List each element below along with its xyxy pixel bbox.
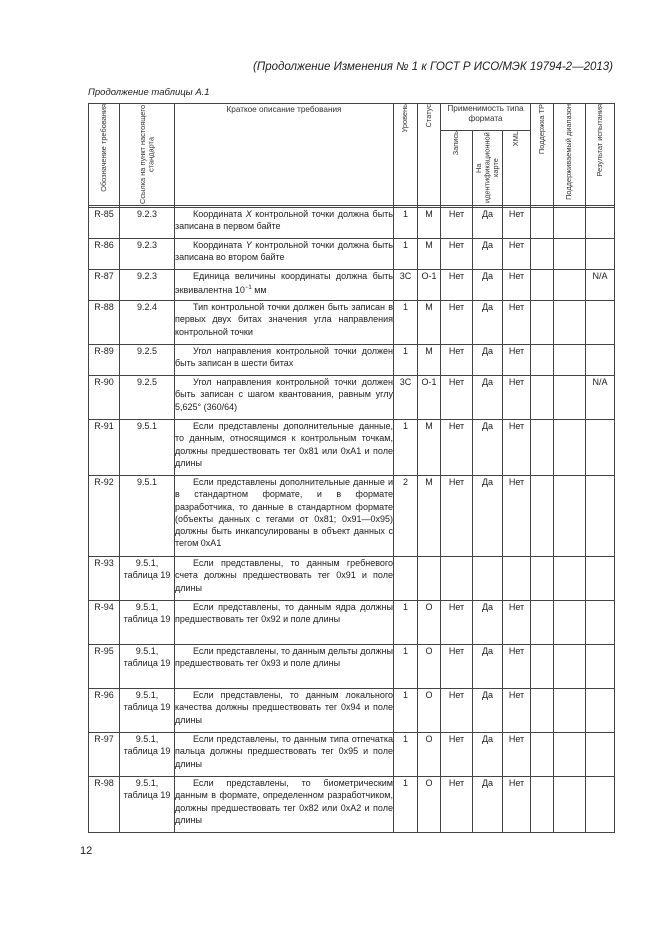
card-cell: Да (473, 208, 503, 239)
range-cell (554, 476, 586, 557)
ref-cell: 9.5.1, таблица 19 (120, 557, 175, 601)
record-cell: Нет (441, 476, 473, 557)
tp-cell (531, 239, 554, 270)
req-id-cell: R-93 (89, 557, 120, 601)
desc-text: Координата (193, 209, 246, 219)
req-id-cell: R-88 (89, 301, 120, 345)
desc-cell: Если представлены, то данным локального качества должны предшествовать тег 0x94 и поле длины (175, 689, 394, 733)
record-cell (441, 557, 473, 601)
result-cell (586, 239, 615, 270)
tp-cell (531, 345, 554, 376)
table-row (89, 777, 615, 833)
result-cell (586, 689, 615, 733)
level-cell: 2 (394, 476, 418, 557)
desc-axis: X (245, 209, 252, 219)
xml-cell: Нет (503, 645, 531, 689)
req-id-cell: R-94 (89, 601, 120, 645)
ref-cell: 9.5.1, таблица 19 (120, 733, 175, 777)
range-cell (554, 208, 586, 239)
req-id-cell: R-86 (89, 239, 120, 270)
tp-cell (531, 777, 554, 833)
result-cell (586, 208, 615, 239)
table-row (89, 601, 615, 645)
desc-text: контрольной точки должна быть записана в первом байте (175, 209, 393, 232)
card-cell: Да (473, 476, 503, 557)
card-cell: Да (473, 420, 503, 476)
xml-cell: Нет (503, 476, 531, 557)
record-cell: Нет (441, 208, 473, 239)
req-id-cell: R-92 (89, 476, 120, 557)
ref-cell: 9.5.1 (120, 476, 175, 557)
desc-cell: Если представлены, то данным ядра должны предшествовать тег 0x92 и поле длины (175, 601, 394, 645)
result-cell (586, 557, 615, 601)
card-cell: Да (473, 777, 503, 833)
table-row (89, 420, 615, 476)
card-cell: Да (473, 645, 503, 689)
desc-cell: Если представлены, то данным типа отпечатка пальца должны предшествовать тег 0x95 и поле длины (175, 733, 394, 777)
document-header: (Продолжение Изменения № 1 к ГОСТ Р ИСО/МЭК 19794-2—2013) (253, 61, 613, 73)
record-cell: Нет (441, 420, 473, 476)
req-id-cell: R-90 (89, 376, 120, 420)
tp-cell (531, 557, 554, 601)
record-cell: Нет (441, 270, 473, 301)
range-cell (554, 645, 586, 689)
range-cell (554, 557, 586, 601)
card-cell: Да (473, 733, 503, 777)
level-cell: 1 (394, 420, 418, 476)
tp-cell (531, 270, 554, 301)
desc-text: мм (251, 285, 267, 296)
desc-exponent: −1 (244, 285, 252, 292)
table-row (89, 733, 615, 777)
req-id-cell: R-96 (89, 689, 120, 733)
req-id-cell: R-87 (89, 270, 120, 301)
ref-cell: 9.2.3 (120, 270, 175, 301)
record-cell: Нет (441, 345, 473, 376)
ref-cell: 9.2.3 (120, 239, 175, 270)
level-cell: 1 (394, 345, 418, 376)
record-cell: Нет (441, 239, 473, 270)
card-cell: Да (473, 270, 503, 301)
status-cell: М (418, 345, 441, 376)
ref-cell: 9.2.3 (120, 208, 175, 239)
range-cell (554, 689, 586, 733)
result-cell: N/A (586, 376, 615, 420)
page-number: 12 (80, 845, 93, 857)
tp-cell (531, 301, 554, 345)
status-cell: О-1 (418, 270, 441, 301)
status-cell: М (418, 476, 441, 557)
level-cell: 1 (394, 733, 418, 777)
desc-axis: Y (245, 240, 252, 250)
table-row (89, 208, 615, 239)
result-cell: N/A (586, 270, 615, 301)
xml-cell (503, 557, 531, 601)
card-cell: Да (473, 601, 503, 645)
col-header-req-id: Обозначение требования (89, 104, 120, 206)
status-cell: М (418, 239, 441, 270)
tp-cell (531, 645, 554, 689)
col-header-desc: Краткое описание требования (175, 104, 394, 206)
card-cell (473, 557, 503, 601)
range-cell (554, 239, 586, 270)
col-header-level: Уровень (394, 104, 418, 206)
xml-cell: Нет (503, 376, 531, 420)
req-id-cell: R-98 (89, 777, 120, 833)
desc-cell (175, 208, 394, 239)
level-cell: 1 (394, 777, 418, 833)
result-cell (586, 301, 615, 345)
ref-cell: 9.5.1, таблица 19 (120, 777, 175, 833)
desc-cell (175, 239, 394, 270)
req-id-cell: R-97 (89, 733, 120, 777)
range-cell (554, 270, 586, 301)
req-id-cell: R-91 (89, 420, 120, 476)
tp-cell (531, 208, 554, 239)
col-header-result: Результат испытания (586, 104, 615, 206)
range-cell (554, 301, 586, 345)
req-id-cell: R-95 (89, 645, 120, 689)
xml-cell: Нет (503, 270, 531, 301)
col-header-tp: Поддержка ТР (531, 104, 554, 206)
status-cell: О (418, 601, 441, 645)
status-cell: М (418, 208, 441, 239)
table-continuation-label: Продолжение таблицы А.1 (88, 87, 210, 98)
col-header-xml: XML (503, 131, 531, 206)
table-row (89, 645, 615, 689)
record-cell: Нет (441, 376, 473, 420)
level-cell: 3С (394, 270, 418, 301)
table-row (89, 476, 615, 557)
record-cell: Нет (441, 733, 473, 777)
col-header-ref: Ссылка на пункт настоящего стандарта (120, 104, 175, 206)
col-header-status: Статус (418, 104, 441, 206)
table-row (89, 270, 615, 301)
desc-cell: Если представлены, то данным дельты должны предшествовать тег 0x93 и поле длины (175, 645, 394, 689)
level-cell: 1 (394, 301, 418, 345)
range-cell (554, 345, 586, 376)
xml-cell: Нет (503, 301, 531, 345)
desc-cell (175, 270, 394, 301)
ref-cell: 9.5.1 (120, 420, 175, 476)
xml-cell: Нет (503, 239, 531, 270)
result-cell (586, 645, 615, 689)
ref-cell: 9.2.5 (120, 376, 175, 420)
tp-cell (531, 420, 554, 476)
desc-cell: Если представлены дополнительные данные и в стандартном формате, и в формате разработчика, то данные в стандартном формате (объекты данных с тегами от 0x81; 0x91—0x95) должны быть инкапсулированы в объект данных с тегом 0xA1 (175, 476, 394, 557)
ref-cell: 9.2.5 (120, 345, 175, 376)
level-cell: 1 (394, 645, 418, 689)
xml-cell: Нет (503, 208, 531, 239)
status-cell: О (418, 689, 441, 733)
level-cell: 1 (394, 601, 418, 645)
table-row (89, 345, 615, 376)
col-header-card: На идентификационной карте (473, 131, 503, 206)
range-cell (554, 733, 586, 777)
tp-cell (531, 601, 554, 645)
tp-cell (531, 376, 554, 420)
table-row (89, 376, 615, 420)
result-cell (586, 733, 615, 777)
card-cell: Да (473, 239, 503, 270)
record-cell: Нет (441, 777, 473, 833)
card-cell: Да (473, 689, 503, 733)
desc-cell: Угол направления контрольной точки должен быть записан в шести битах (175, 345, 394, 376)
record-cell: Нет (441, 601, 473, 645)
record-cell: Нет (441, 301, 473, 345)
xml-cell: Нет (503, 777, 531, 833)
tp-cell (531, 476, 554, 557)
ref-cell: 9.5.1, таблица 19 (120, 645, 175, 689)
xml-cell: Нет (503, 420, 531, 476)
table-row (89, 557, 615, 601)
status-cell: О (418, 645, 441, 689)
desc-text: Единица величины координаты должна быть эквивалентна 10 (175, 271, 393, 296)
result-cell (586, 476, 615, 557)
status-cell: М (418, 301, 441, 345)
xml-cell: Нет (503, 689, 531, 733)
desc-cell: Тип контрольной точки должен быть записан в первых двух битах значения угла направления контрольной точки (175, 301, 394, 345)
col-header-record: Запись (441, 131, 473, 206)
desc-cell: Если представлены, то биометрическим данным в формате, определенном разработчиком, должны предшествовать тег 0x82 или 0xA2 и поле длины (175, 777, 394, 833)
ref-cell: 9.2.4 (120, 301, 175, 345)
tp-cell (531, 689, 554, 733)
range-cell (554, 376, 586, 420)
status-cell (418, 557, 441, 601)
xml-cell: Нет (503, 601, 531, 645)
table-row (89, 301, 615, 345)
status-cell: О (418, 733, 441, 777)
status-cell: М (418, 420, 441, 476)
result-cell (586, 420, 615, 476)
xml-cell: Нет (503, 733, 531, 777)
ref-cell: 9.5.1, таблица 19 (120, 601, 175, 645)
range-cell (554, 777, 586, 833)
col-header-range: Поддерживаемый диапазон (554, 104, 586, 206)
desc-text: Координата (193, 240, 246, 250)
req-id-cell: R-89 (89, 345, 120, 376)
desc-cell: Угол направления контрольной точки должен быть записан с шагом квантования, равным углу 5,625° (360/64) (175, 376, 394, 420)
card-cell: Да (473, 345, 503, 376)
desc-text: контрольной точки должна быть записана во втором байте (175, 240, 393, 263)
status-cell: О-1 (418, 376, 441, 420)
table-row (89, 239, 615, 270)
range-cell (554, 420, 586, 476)
tp-cell (531, 733, 554, 777)
requirements-table (88, 103, 615, 833)
level-cell: 3С (394, 376, 418, 420)
req-id-cell: R-85 (89, 208, 120, 239)
desc-cell: Если представлены дополнительные данные, то данным, относящимся к контрольным точкам, должны предшествовать тег 0x81 или 0xA1 и поле длины (175, 420, 394, 476)
level-cell: 1 (394, 239, 418, 270)
card-cell: Да (473, 301, 503, 345)
xml-cell: Нет (503, 345, 531, 376)
col-header-apply-group: Применимость типа формата (441, 104, 531, 131)
ref-cell: 9.5.1, таблица 19 (120, 689, 175, 733)
table-row (89, 689, 615, 733)
record-cell: Нет (441, 689, 473, 733)
desc-cell: Если представлены, то данным гребневого счета должны предшествовать тег 0x91 и поле длины (175, 557, 394, 601)
range-cell (554, 601, 586, 645)
level-cell (394, 557, 418, 601)
result-cell (586, 777, 615, 833)
level-cell: 1 (394, 208, 418, 239)
level-cell: 1 (394, 689, 418, 733)
result-cell (586, 345, 615, 376)
status-cell: О (418, 777, 441, 833)
record-cell: Нет (441, 645, 473, 689)
result-cell (586, 601, 615, 645)
card-cell: Да (473, 376, 503, 420)
